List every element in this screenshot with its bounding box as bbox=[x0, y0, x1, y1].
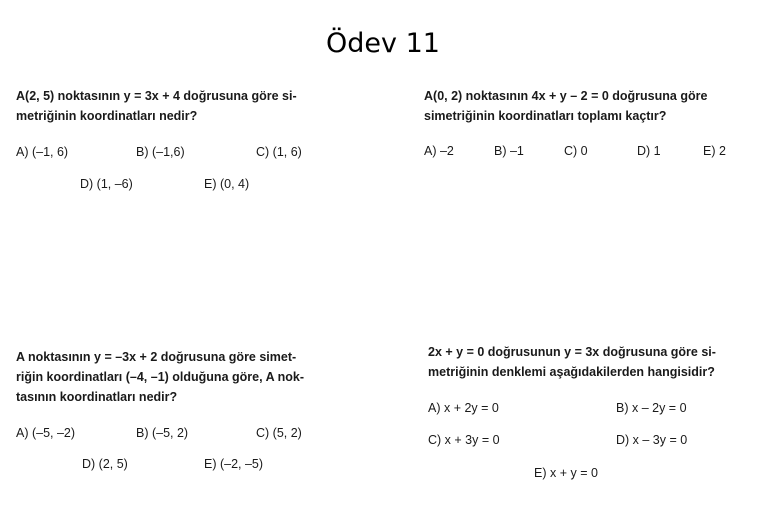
question-2-option-a: A) –2 bbox=[424, 144, 454, 158]
question-3-option-d: D) (2, 5) bbox=[82, 457, 128, 471]
question-4-option-b: B) x – 2y = 0 bbox=[616, 401, 687, 415]
question-3-option-e: E) (–2, –5) bbox=[204, 457, 264, 471]
question-2-stem bbox=[424, 86, 707, 126]
question-2-option-d: D) 1 bbox=[637, 144, 661, 158]
question-3-option-a: A) (–5, –2) bbox=[16, 426, 76, 440]
question-4-line-1: 2x + y = 0 doğrusunun y = 3x doğrusuna göre si- bbox=[428, 345, 716, 359]
question-3-option-b: B) (–5, 2) bbox=[136, 426, 189, 440]
question-1-option-e: E) (0, 4) bbox=[204, 177, 250, 191]
question-3-line-2: riğin koordinatları (–4, –1) olduğuna göre, A nok- bbox=[16, 370, 304, 384]
question-1-line-1: A(2, 5) noktasının y = 3x + 4 doğrusuna göre si- bbox=[16, 89, 297, 103]
question-1-option-c: C) (1, 6) bbox=[256, 145, 302, 159]
question-1-option-b: B) (–1,6) bbox=[136, 145, 185, 159]
question-4-line-2: metriğinin denklemi aşağıdakilerden hangisidir? bbox=[428, 365, 715, 379]
question-1-option-a: A) (–1, 6) bbox=[16, 145, 69, 159]
question-2-option-c: C) 0 bbox=[564, 144, 588, 158]
question-2-option-e: E) 2 bbox=[703, 144, 726, 158]
question-4-stem bbox=[428, 342, 716, 382]
question-1-line-2: metriğinin koordinatları nedir? bbox=[16, 109, 198, 123]
question-2-line-2: simetriğinin koordinatları toplamı kaçtır? bbox=[424, 109, 667, 123]
question-3-line-3: tasının koordinatları nedir? bbox=[16, 390, 178, 404]
question-4-option-a: A) x + 2y = 0 bbox=[428, 401, 499, 415]
question-4-option-e: E) x + y = 0 bbox=[534, 466, 598, 480]
question-2-option-b: B) –1 bbox=[494, 144, 524, 158]
question-4-option-c: C) x + 3y = 0 bbox=[428, 433, 500, 447]
question-3-stem bbox=[16, 347, 304, 407]
question-1-option-d: D) (1, –6) bbox=[80, 177, 133, 191]
question-4-option-d: D) x – 3y = 0 bbox=[616, 433, 688, 447]
question-1-stem bbox=[16, 86, 297, 126]
question-3-line-1: A noktasının y = –3x + 2 doğrusuna göre simet- bbox=[16, 350, 297, 364]
question-2-line-1: A(0, 2) noktasının 4x + y – 2 = 0 doğrusuna göre bbox=[424, 89, 708, 103]
question-3-option-c: C) (5, 2) bbox=[256, 426, 302, 440]
slide-title: Ödev 11 bbox=[326, 28, 440, 59]
